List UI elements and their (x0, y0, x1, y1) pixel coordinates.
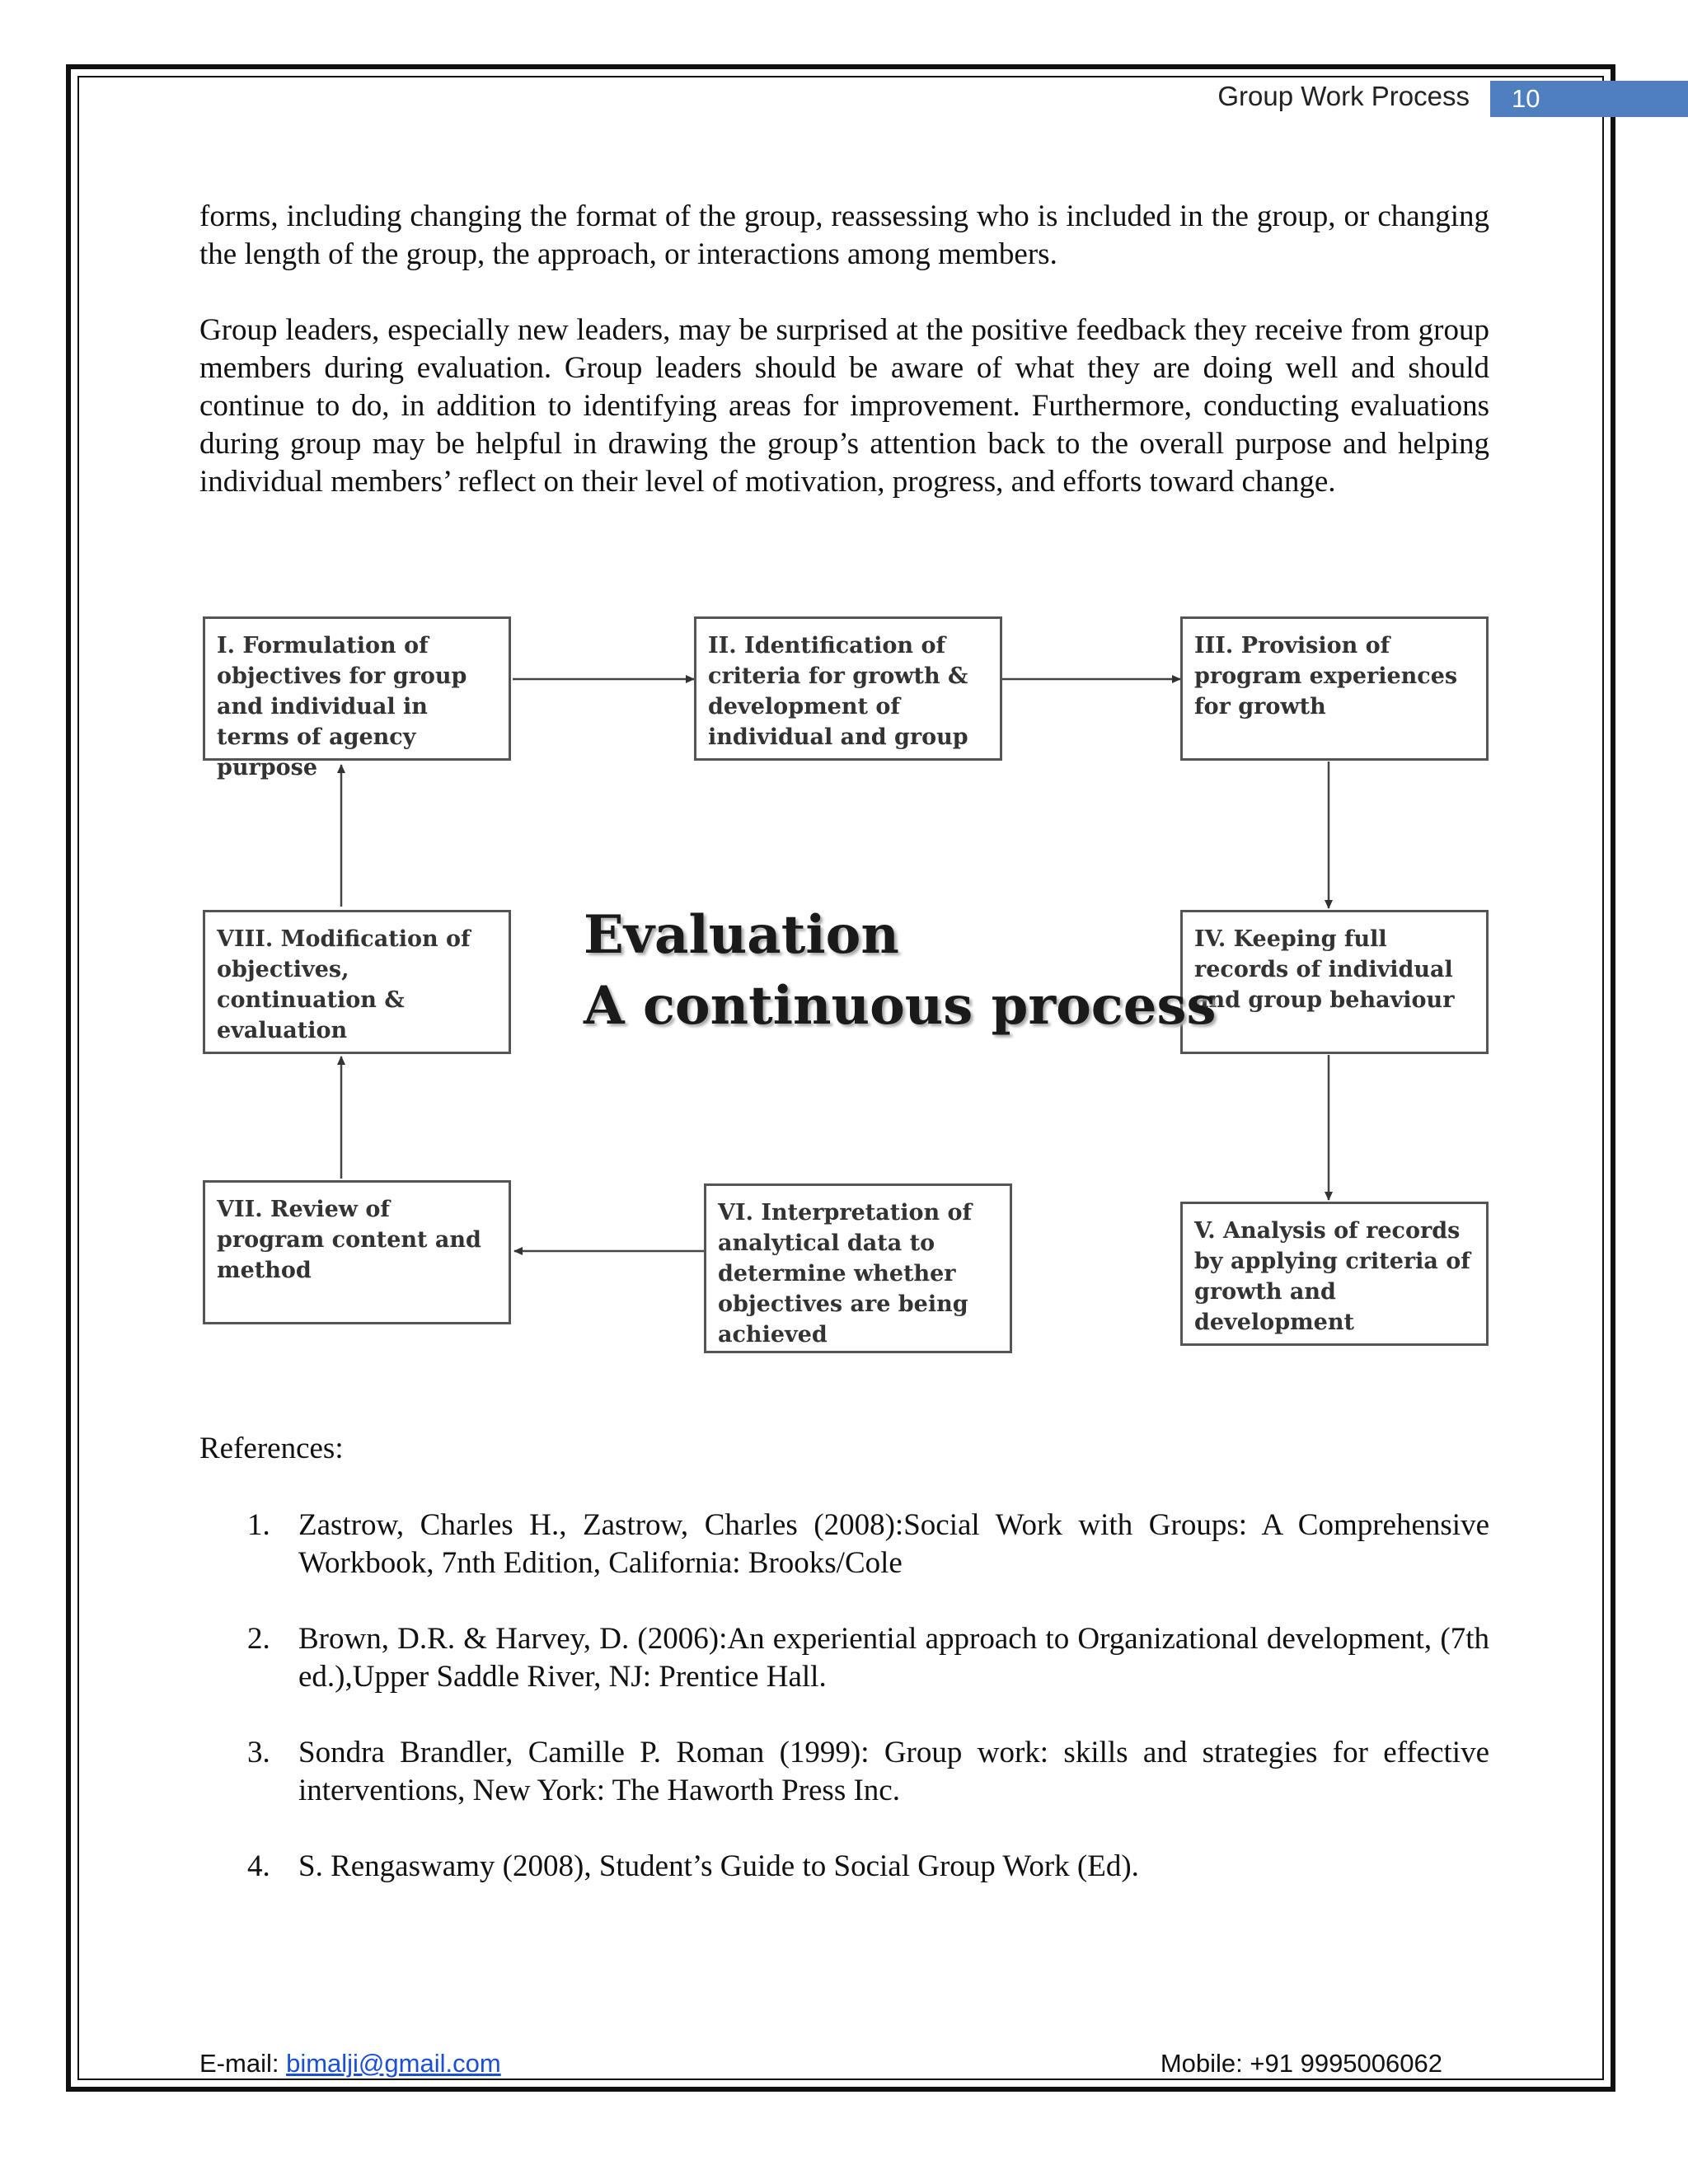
step-4-box: IV. Keeping full records of individual and group behaviour (1180, 910, 1489, 1054)
reference-number: 2. (247, 1622, 270, 1656)
step-6-box: VI. Interpretation of analytical data to determine whether objectives are being achieved (704, 1183, 1012, 1353)
step-7-box: VII. Review of program content and method (203, 1180, 511, 1324)
footer-mobile: Mobile: +91 9995006062 (1160, 2049, 1442, 2078)
references-list (199, 1507, 1489, 1924)
center-title-line2: A continuous process (584, 975, 1217, 1037)
reference-text: S. Rengaswamy (2008), Student’s Guide to Social Group Work (Ed). (298, 1849, 1139, 1883)
step-1-box: I. Formulation of objectives for group and individual in terms of agency purpose (203, 616, 511, 761)
evaluation-process-diagram (198, 612, 1492, 1357)
header-title: Group Work Process (1217, 81, 1470, 111)
reference-item (199, 1620, 1489, 1696)
email-label: E-mail: (199, 2049, 279, 2078)
reference-number: 4. (247, 1849, 270, 1883)
reference-text: Zastrow, Charles H., Zastrow, Charles (2008):Social Work with Groups: A Comprehensive Workbook, 7nth Edition, California: Brooks/Cole (298, 1508, 1489, 1580)
reference-text: Brown, D.R. & Harvey, D. (2006):An experiential approach to Organizational development, (7th ed.),Upper Saddle River, NJ: Prentice Hall. (298, 1622, 1489, 1694)
diagram-center-title (584, 900, 1217, 1042)
step-2-box: II. Identification of criteria for growth & development of individual and group (694, 616, 1002, 761)
reference-number: 1. (247, 1508, 270, 1542)
reference-number: 3. (247, 1736, 270, 1769)
references-heading: References: (199, 1432, 344, 1465)
step-3-box: III. Provision of program experiences for growth (1180, 616, 1489, 761)
email-link[interactable]: bimalji@gmail.com (286, 2049, 501, 2078)
step-5-box: V. Analysis of records by applying criteria of growth and development (1180, 1202, 1489, 1346)
reference-item (199, 1848, 1489, 1886)
paragraph-2: Group leaders, especially new leaders, may be surprised at the positive feedback they receive from group members during evaluation. Group leaders should be aware of what they are doing well and should continue to do, in addition to identifying areas for improvement. Furthermore, conducting evaluations during group may be helpful in drawing the group’s attention back to the overall purpose and helping individual members’ reflect on their level of motivation, progress, and efforts toward change. (199, 313, 1489, 499)
footer-email (199, 2049, 501, 2079)
paragraph-1: forms, including changing the format of the group, reassessing who is included in the group, or changing the length of the group, the approach, or interactions among members. (199, 199, 1489, 271)
reference-item (199, 1507, 1489, 1582)
page-number: 10 (1490, 81, 1688, 117)
reference-text: Sondra Brandler, Camille P. Roman (1999): Group work: skills and strategies for effective interventions, New York: The Haworth Press Inc. (298, 1736, 1489, 1807)
reference-item (199, 1734, 1489, 1810)
step-8-box: VIII. Modification of objectives, continuation & evaluation (203, 910, 511, 1054)
center-title-line1: Evaluation (584, 904, 899, 966)
